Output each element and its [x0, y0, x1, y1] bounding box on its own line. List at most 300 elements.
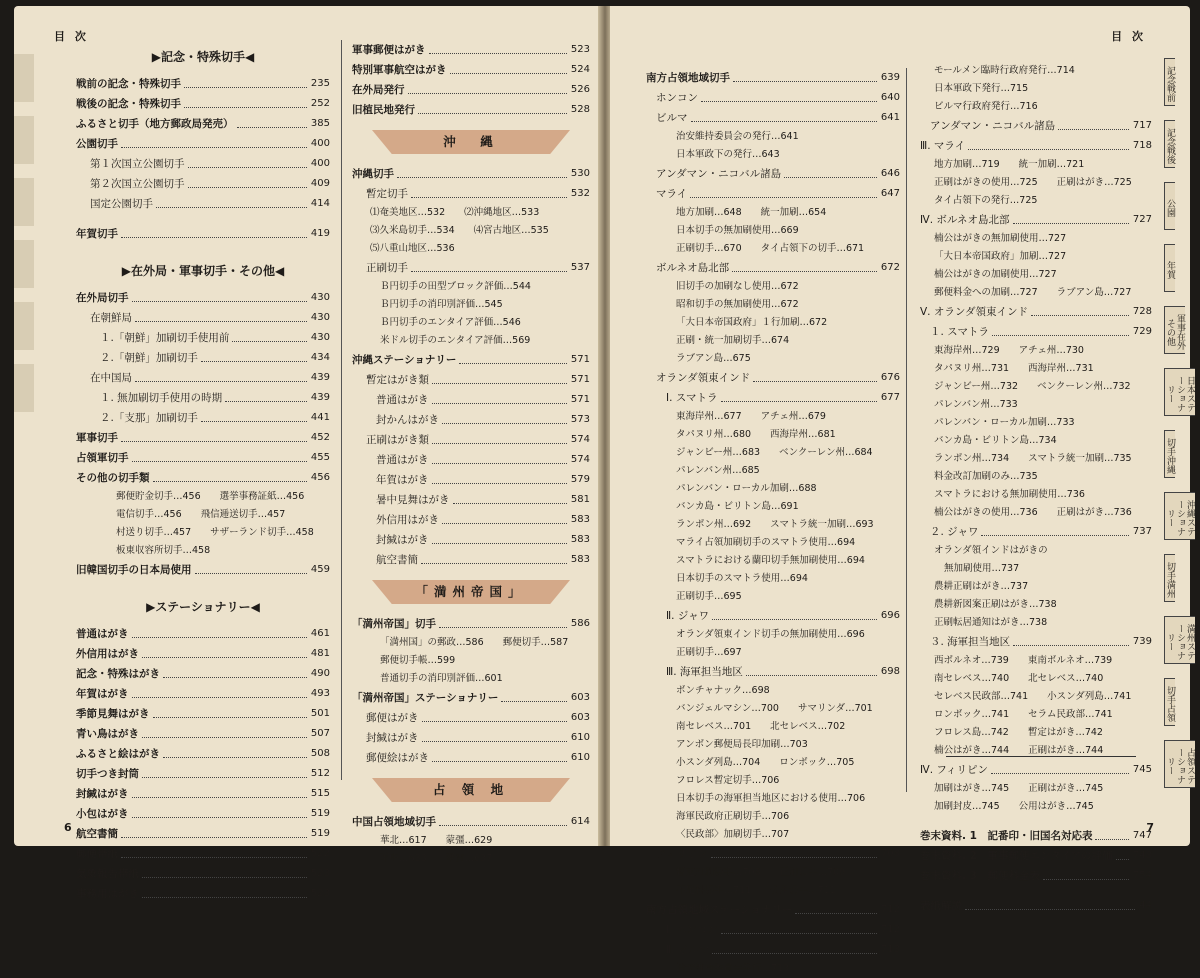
toc-entry — [920, 432, 1152, 450]
column-divider — [906, 68, 907, 792]
entry-title: 普通はがき — [376, 394, 429, 406]
entry-title: 正刷・統一加刷切手…674 — [676, 335, 790, 346]
entry-title: 封緘はがき — [376, 534, 429, 546]
spacer — [920, 816, 1152, 826]
entry-page: 574 — [570, 434, 590, 445]
leader-dots — [411, 271, 567, 272]
entry-title: ３. 海軍担当地区 — [930, 636, 1011, 648]
leader-dots — [1043, 879, 1129, 880]
entry-title: モールメン臨時行政府発行…714 — [934, 65, 1075, 76]
toc-entry — [352, 748, 590, 768]
entry-title: 農耕新図案正刷はがき…738 — [934, 599, 1057, 610]
toc-entry — [646, 920, 900, 940]
leader-dots — [237, 127, 307, 128]
toc-entry — [352, 530, 590, 550]
toc-entry — [920, 80, 1152, 98]
toc-entry — [646, 444, 900, 462]
leader-dots — [432, 483, 567, 484]
entry-page: 712 — [880, 904, 900, 915]
toc-entry — [76, 506, 330, 524]
entry-title: マライ — [656, 188, 688, 200]
toc-entry — [352, 332, 590, 350]
left-page — [14, 6, 604, 900]
entry-title: 航空書簡 — [76, 828, 118, 840]
section-heading: ▶ステーショナリー◀ — [146, 600, 260, 614]
entry-page: 530 — [570, 168, 590, 179]
entry-page: 507 — [310, 728, 330, 739]
entry-title: 表紙解説 — [920, 900, 962, 912]
leader-dots — [784, 177, 877, 178]
toc-entry — [352, 100, 590, 120]
entry-title: ⑶久米島切手…534 ⑷宮古地区…535 — [370, 225, 549, 236]
entry-page: 639 — [880, 72, 900, 83]
leader-dots — [225, 401, 307, 402]
edge-tab — [14, 302, 34, 350]
entry-title: 封緘はがき — [76, 788, 129, 800]
toc-entry — [76, 724, 330, 744]
entry-title: 料金改訂加刷のみ…735 — [934, 471, 1038, 482]
toc-entry — [646, 588, 900, 606]
entry-title: フロレス暫定切手…706 — [676, 775, 780, 786]
section-heading: ▶記念・特殊切手◀ — [151, 50, 255, 64]
toc-entry — [352, 350, 590, 370]
thumb-index-tabs — [1164, 58, 1195, 802]
entry-page: 523 — [310, 888, 330, 899]
leader-dots — [442, 523, 567, 524]
entry-title: Ⅰ. ホンコン — [666, 924, 718, 936]
entry-page: 414 — [310, 198, 330, 209]
leader-dots — [142, 737, 307, 738]
toc-entry — [76, 448, 330, 468]
toc-entry — [352, 314, 590, 332]
entry-page: 490 — [310, 668, 330, 679]
leader-dots — [732, 271, 877, 272]
toc-column-right-1 — [646, 68, 900, 978]
leader-dots — [1058, 129, 1129, 130]
leader-dots — [721, 933, 877, 934]
leader-dots — [121, 837, 307, 838]
entry-page: 441 — [310, 412, 330, 423]
entry-title: バンカ島・ビリトン島…734 — [934, 435, 1057, 446]
leader-dots — [201, 361, 307, 362]
entry-title: 在外局発行 — [352, 84, 405, 96]
toc-entry — [646, 826, 900, 844]
leader-dots — [439, 825, 567, 826]
toc-entry — [646, 844, 900, 864]
leader-dots — [701, 101, 877, 102]
toc-entry — [646, 736, 900, 754]
toc-entry — [646, 68, 900, 88]
toc-entry — [76, 804, 330, 824]
toc-entry — [646, 408, 900, 426]
toc-entry — [646, 808, 900, 826]
toc-entry — [920, 98, 1152, 116]
entry-title: ホンコン — [656, 92, 698, 104]
entry-title: 華中…633 華南…637 — [380, 853, 493, 864]
toc-entry — [920, 560, 1152, 578]
entry-title: 戦後の記念・特殊切手 — [76, 98, 181, 110]
entry-title: タパヌリ州…680 西海岸州…681 — [676, 429, 836, 440]
leader-dots — [132, 301, 307, 302]
toc-entry — [76, 844, 330, 864]
entry-page: 754 — [1132, 870, 1152, 881]
leader-dots — [153, 481, 307, 482]
entry-title: Ⅱ. ビルマ — [666, 944, 710, 956]
entry-page: 646 — [880, 168, 900, 179]
toc-entry — [352, 430, 590, 450]
leader-dots — [121, 237, 307, 238]
toc-entry — [76, 542, 330, 560]
toc-entry — [352, 832, 590, 850]
leader-dots — [121, 147, 307, 148]
leader-dots — [201, 421, 307, 422]
entry-title: 郵便帯紙 — [76, 848, 118, 860]
entry-title: 巻末資料. 1 記番印・旧国名対応表 — [920, 830, 1093, 842]
toc-entry — [76, 194, 330, 214]
entry-page: 571 — [570, 374, 590, 385]
entry-page: 583 — [570, 514, 590, 525]
toc-entry — [76, 348, 330, 368]
leader-dots — [132, 817, 307, 818]
toc-entry — [920, 360, 1152, 378]
entry-title: 航空書簡 — [376, 554, 418, 566]
leader-dots — [142, 897, 307, 898]
entry-title: 華北…617 蒙彊…629 — [380, 835, 493, 846]
thumb-tab: 日本ステーショナリー — [1164, 368, 1195, 416]
entry-title: ２.「朝鮮」加刷切手 — [100, 352, 198, 364]
toc-entry — [76, 94, 330, 114]
leader-dots — [408, 93, 567, 94]
entry-title: 旧切手の加刷なし使用…672 — [676, 281, 799, 292]
entry-title: ランポン州…692 スマトラ統一加刷…693 — [676, 519, 874, 530]
leader-dots — [429, 53, 567, 54]
thumb-tab: 年賀 — [1164, 244, 1175, 292]
leader-dots — [450, 73, 567, 74]
entry-title: 郵便切手帳…599 — [380, 655, 456, 666]
toc-entry — [646, 882, 900, 900]
entry-title: オランダ領東インド切手の無加刷使用…696 — [676, 629, 865, 640]
entry-page: 439 — [310, 372, 330, 383]
entry-page: 532 — [570, 188, 590, 199]
entry-page: 713 — [880, 944, 900, 955]
left-page-tabs — [14, 54, 34, 426]
spacer — [76, 214, 330, 224]
entry-title: パレンバン・ローカル加刷…688 — [676, 483, 817, 494]
leader-dots — [188, 187, 307, 188]
leader-dots — [411, 197, 567, 198]
toc-entry — [352, 670, 590, 688]
toc-entry — [646, 570, 900, 588]
toc-entry — [646, 108, 900, 128]
entry-title: 東海岸州…677 アチェ州…679 — [676, 411, 826, 422]
entry-title: 暫定加刷切手…708 正刷切手…709 — [676, 867, 846, 878]
toc-entry — [920, 706, 1152, 724]
leader-dots — [968, 149, 1129, 150]
leader-dots — [981, 535, 1129, 536]
entry-title: スマトラにおける蘭印切手無加刷使用…694 — [676, 555, 865, 566]
toc-entry — [352, 164, 590, 184]
toc-entry — [920, 174, 1152, 192]
entry-title: フィリピン — [656, 848, 708, 860]
entry-title: バンジェルマシン…700 サマリンダ…701 — [676, 703, 873, 714]
entry-title: 板東収容所切手…458 — [116, 545, 211, 556]
toc-entry — [352, 634, 590, 652]
entry-title: 不足料切手…711 公用切手…711 — [676, 885, 836, 896]
toc-entry — [920, 378, 1152, 396]
spacer — [920, 886, 1152, 896]
toc-entry — [646, 258, 900, 278]
page-number: 6 — [64, 821, 72, 834]
entry-page: 455 — [310, 452, 330, 463]
toc-entry — [646, 940, 900, 960]
leader-dots — [965, 909, 1135, 910]
toc-entry — [920, 116, 1152, 136]
toc-entry — [352, 708, 590, 728]
toc-entry — [76, 624, 330, 644]
spacer — [76, 580, 330, 590]
toc-entry — [352, 652, 590, 670]
entry-title: ロンボック…741 セラム民政部…741 — [934, 709, 1113, 720]
entry-page: 481 — [310, 648, 330, 659]
toc-entry — [76, 764, 330, 784]
entry-title: パレンバン・ローカル加刷…733 — [934, 417, 1075, 428]
entry-page: 603 — [570, 692, 590, 703]
entry-title: フロレス島…742 暫定はがき…742 — [934, 727, 1103, 738]
toc-entry — [920, 210, 1152, 230]
entry-title: 日本切手の海軍担当地区における使用…706 — [676, 793, 866, 804]
toc-entry — [646, 626, 900, 644]
toc-entry — [646, 204, 900, 222]
leader-dots — [712, 953, 877, 954]
toc-column-right-2 — [920, 62, 1152, 916]
entry-title: 軍事切手 — [76, 432, 118, 444]
entry-title: 青い鳥はがき — [76, 728, 139, 740]
toc-entry — [920, 156, 1152, 174]
entry-page: 698 — [880, 666, 900, 677]
leader-dots — [421, 563, 567, 564]
entry-page: 573 — [570, 414, 590, 425]
leader-dots — [432, 383, 567, 384]
toc-entry — [76, 308, 330, 328]
leader-dots — [195, 573, 307, 574]
toc-entry — [646, 682, 900, 700]
entry-title: 正刷切手…695 — [676, 591, 742, 602]
entry-title: 気象報告帯紙 — [76, 868, 139, 880]
toc-entry — [352, 184, 590, 204]
entry-page: 571 — [570, 394, 590, 405]
entry-title: Ⅳ. フィリピン — [920, 764, 989, 776]
entry-page: 739 — [1132, 636, 1152, 647]
toc-entry — [920, 542, 1152, 560]
banner-title: 「満州帝国」 — [415, 584, 527, 599]
entry-title: 国定公園切手 — [90, 198, 153, 210]
toc-entry — [76, 288, 330, 308]
entry-title: 占領軍切手 — [76, 452, 129, 464]
entry-page: 717 — [1132, 120, 1152, 131]
entry-title: 公園切手 — [76, 138, 118, 150]
toc-entry — [920, 596, 1152, 614]
entry-title: 年賀切手 — [76, 228, 118, 240]
entry-page: 586 — [570, 618, 590, 629]
entry-title: 米ドル切手のエンタイア評価…569 — [380, 335, 531, 346]
leader-dots — [1031, 315, 1129, 316]
edge-tab — [14, 364, 34, 412]
entry-page: 737 — [1132, 526, 1152, 537]
entry-title: 農耕正刷はがき…737 — [934, 581, 1029, 592]
toc-entry — [920, 846, 1152, 866]
toc-entry — [76, 174, 330, 194]
entry-title: ⑸八重山地区…536 — [370, 243, 455, 254]
entry-title: 東海岸州…729 アチェ州…730 — [934, 345, 1084, 356]
toc-entry — [920, 652, 1152, 670]
entry-title: パレンバン州…733 — [934, 399, 1018, 410]
toc-entry — [920, 826, 1152, 846]
toc-entry — [920, 266, 1152, 284]
entry-title: 海軍民政府正刷切手…706 — [676, 811, 790, 822]
leader-dots — [459, 363, 567, 364]
toc-entry — [352, 614, 590, 634]
toc-entry — [352, 812, 590, 832]
toc-entry — [352, 470, 590, 490]
entry-title: パレンバン州…685 — [676, 465, 760, 476]
leader-dots — [232, 341, 307, 342]
entry-page: 400 — [310, 158, 330, 169]
entry-page: 728 — [1132, 306, 1152, 317]
toc-entry — [76, 864, 330, 884]
toc-entry — [646, 184, 900, 204]
entry-page: 524 — [570, 64, 590, 75]
column-divider — [341, 40, 342, 780]
toc-entry — [646, 772, 900, 790]
leader-dots — [432, 443, 567, 444]
entry-page: 459 — [310, 564, 330, 575]
toc-entry — [646, 278, 900, 296]
entry-title: ふるさと絵はがき — [76, 748, 160, 760]
edge-tab — [14, 240, 34, 288]
toc-entry — [920, 302, 1152, 322]
section-rule — [946, 756, 1136, 757]
toc-entry — [646, 606, 900, 626]
entry-title: 暫定切手 — [366, 188, 408, 200]
entry-page: 676 — [880, 372, 900, 383]
toc-entry — [76, 784, 330, 804]
entry-title: 軍事郵便はがき — [352, 44, 426, 56]
leader-dots — [1116, 859, 1129, 860]
toc-entry — [352, 60, 590, 80]
entry-title: 「満州国」の郵政…586 郵便切手…587 — [380, 637, 569, 648]
toc-entry — [352, 390, 590, 410]
entry-title: 沖縄ステーショナリー — [352, 354, 457, 366]
toc-entry — [352, 688, 590, 708]
entry-title: セレベス民政部…741 小スンダ列島…741 — [934, 691, 1132, 702]
toc-entry — [646, 480, 900, 498]
entry-title: ランポン州…734 スマトラ統一加刷…735 — [934, 453, 1132, 464]
entry-title: 治安維持委員会発行…713 — [676, 963, 790, 974]
entry-title: 巻末資料. 3 郵便料金表 — [920, 870, 1040, 882]
leader-dots — [163, 757, 307, 758]
toc-entry — [76, 560, 330, 580]
entry-title: 戦前の記念・特殊切手 — [76, 78, 181, 90]
entry-title: 中国占領地域切手 — [352, 816, 436, 828]
entry-title: スマトラにおける無加刷使用…736 — [934, 489, 1085, 500]
leader-dots — [439, 627, 567, 628]
leader-dots — [418, 113, 567, 114]
entry-title: バンカ島・ビリトン島…691 — [676, 501, 799, 512]
entry-page: 434 — [310, 352, 330, 363]
leader-dots — [121, 857, 307, 858]
entry-page: 641 — [880, 112, 900, 123]
entry-title: Ｂ円切手の消印別評価…545 — [380, 299, 503, 310]
entry-title: 郵便貯金切手…456 選挙事務証紙…456 — [116, 491, 305, 502]
entry-title: マライ占領加刷切手のスマトラ使用…694 — [676, 537, 856, 548]
toc-entry — [920, 414, 1152, 432]
entry-title: ビルマ — [656, 112, 688, 124]
entry-title: 加刷封皮…745 公用はがき…745 — [934, 801, 1094, 812]
toc-entry — [920, 248, 1152, 266]
leader-dots — [135, 321, 307, 322]
leader-dots — [795, 913, 877, 914]
entry-page: 727 — [1132, 214, 1152, 225]
entry-page: 610 — [570, 752, 590, 763]
entry-page: 519 — [310, 828, 330, 839]
entry-page: 672 — [880, 262, 900, 273]
entry-title: 郵便料金への加刷…727 ラブアン島…727 — [934, 287, 1132, 298]
entry-title: 外信用はがき — [76, 648, 139, 660]
toc-entry — [352, 258, 590, 278]
thumb-tab: 記念戦後 — [1164, 120, 1175, 168]
entry-page: 579 — [570, 474, 590, 485]
entry-page: 452 — [310, 432, 330, 443]
toc-entry — [352, 728, 590, 748]
entry-page: 537 — [570, 262, 590, 273]
toc-entry — [646, 718, 900, 736]
leader-dots — [156, 207, 307, 208]
entry-title: Ⅰ. スマトラ — [666, 392, 718, 404]
leader-dots — [132, 461, 307, 462]
entry-title: 日本切手のスマトラ使用…694 — [676, 573, 808, 584]
leader-dots — [733, 81, 877, 82]
toc-entry — [920, 342, 1152, 360]
toc-entry — [646, 864, 900, 882]
banner-title: 占 領 地 — [432, 782, 510, 797]
entry-title: 南セレベス…740 北セレベス…740 — [934, 673, 1104, 684]
toc-entry — [352, 40, 590, 60]
toc-entry — [352, 450, 590, 470]
entry-title: その他の切手類 — [76, 472, 150, 484]
entry-page: 44 — [1139, 900, 1152, 911]
toc-entry — [646, 534, 900, 552]
entry-page: 508 — [310, 748, 330, 759]
entry-page: 522 — [310, 848, 330, 859]
leader-dots — [1013, 223, 1129, 224]
toc-entry — [920, 522, 1152, 542]
entry-title: 第１次国立公園切手 — [90, 158, 185, 170]
entry-title: 在中国局 — [90, 372, 132, 384]
toc-entry — [920, 688, 1152, 706]
entry-page: 677 — [880, 392, 900, 403]
entry-title: 年賀はがき — [376, 474, 429, 486]
toc-entry — [76, 468, 330, 488]
toc-entry — [352, 296, 590, 314]
entry-title: 第２次国立公園切手 — [90, 178, 185, 190]
toc-entry — [646, 314, 900, 332]
entry-page: 748 — [1132, 850, 1152, 861]
leader-dots — [422, 721, 567, 722]
entry-title: アンボン郵便局長印加刷…703 — [676, 739, 808, 750]
section-banner — [352, 772, 590, 806]
toc-entry — [920, 742, 1152, 760]
toc-entry — [646, 700, 900, 718]
